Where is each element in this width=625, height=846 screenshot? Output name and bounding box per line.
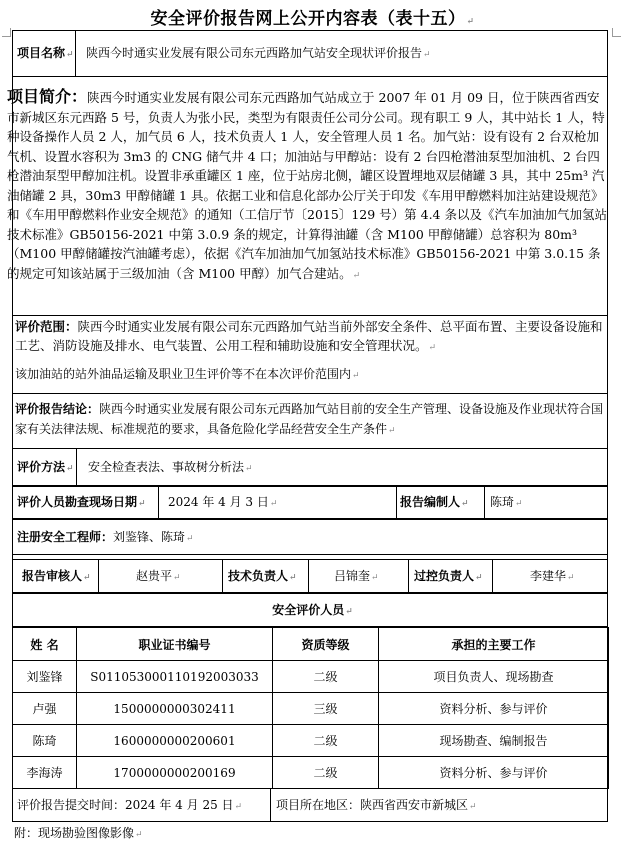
submit-time-value: 2024 年 4 月 25 日 xyxy=(125,798,234,812)
review-divider-4 xyxy=(408,559,409,593)
project-region-label: 项目所在地区： xyxy=(276,798,361,812)
review-row xyxy=(12,559,608,593)
survey-divider-1 xyxy=(158,486,159,519)
submit-time: 评价报告提交时间：2024 年 4 月 25 日↵ xyxy=(17,798,243,812)
conclusion-top-rule xyxy=(12,393,608,394)
evaluation-scope-text: 陕西今时通实业发展有限公司东元西路加气站当前外部安全条件、总平面布置、主要设备设施和工艺、消防设施及排水、电气装置、公用工程和辅助设施和安全管理状况。 xyxy=(15,319,603,353)
report-author-label: 报告编制人↵ xyxy=(400,495,469,509)
method-value: 安全检查表法、事故树分析法↵ xyxy=(88,460,253,474)
safety-engineer: 注册安全工程师：刘鉴锋、陈琦↵ xyxy=(17,530,194,544)
footer-note: 附：现场勘验图像影像↵ xyxy=(14,826,143,840)
staff-grade: 二级 xyxy=(272,724,379,757)
footer-note-label: 附： xyxy=(14,826,39,840)
process-lead-label: 过控负责人↵ xyxy=(414,569,483,583)
project-name-value: 陕西今时通实业发展有限公司东元西路加气站安全现状评价报告↵ xyxy=(86,46,431,60)
project-intro: 项目简介：陕西今时通实业发展有限公司东元西路加气站成立于 2007 年 01 月 09 日，位于陕西省西安市新城区东元西路 5 号，负责人为张小民，类型为有限责任公司分公司。现有职工 9 人，其中站长 1 人，特种设备操作人员 2 人，加气员 6 人，技术负责人 1 人，安全管理人员 1 名。加气站：设有设有 2 台双枪加气机、设置水容积为 3m3 的 CNG 储气井 4 口；加油站与甲醇站：设有 2 台四枪潜油泵型加油机、2 台四枪潜油泵型甲醇加注机。设置非承重罐区 1 座，位于站房北侧，罐区设置埋地双层储罐 3 具，其中 25m³ 汽油储罐 2 具，30m3 甲醇储罐 1 具。依据工业和信息化部办公厅关于印发《车用甲醇燃料加注站建设规范》和《车用甲醇燃料作业安全规范》的通知（工信厅节〔2015〕129 号）第 4.4 条以及《汽车加油加气加氢站技术标准》GB50156-2021 中第 3.0.9 条的规定，计算得油罐（含 M100 甲醇储罐）总容积为 80m³（M100 甲醇储罐按汽油罐考虑），依据《汽车加油加气加氢站技术标准》GB50156-2021 中第 3.0.15 条的规定可知该站属于三级加油（含 M100 甲醇）加气合建站。↵ xyxy=(7,87,607,281)
staff-cert: S011053000110192003033 xyxy=(76,660,273,693)
crop-mark-right xyxy=(612,28,621,37)
project-name-label: 项目名称↵ xyxy=(17,46,74,60)
project-region-value: 陕西省西安市新城区 xyxy=(360,798,469,812)
staff-work: 资料分析、参与评价 xyxy=(378,756,609,789)
survey-date-label: 评价人员勘查现场日期↵ xyxy=(17,495,146,509)
tech-lead-value: 吕锦奎↵ xyxy=(334,569,379,583)
submit-time-label: 评价报告提交时间： xyxy=(17,798,126,812)
survey-divider-2 xyxy=(396,486,397,519)
evaluation-scope: 评价范围：陕西今时通实业发展有限公司东元西路加气站当前外部安全条件、总平面布置、主要设备设施和工艺、消防设施及排水、电气装置、公用工程和辅助设施和安全管理状况。↵ xyxy=(15,319,603,353)
crop-mark-left xyxy=(2,28,11,37)
scope-note: 该加油站的站外油品运输及职业卫生评价等不在本次评价范围内↵ xyxy=(15,367,360,381)
staff-cert: 1600000000200601 xyxy=(76,724,273,757)
evaluation-scope-label: 评价范围： xyxy=(15,319,78,334)
tech-lead-label: 技术负责人↵ xyxy=(228,569,297,583)
staff-name: 卢强 xyxy=(12,692,77,725)
staff-header-staff-work: 承担的主要工作 xyxy=(378,627,609,661)
staff-name: 李海涛 xyxy=(12,756,77,789)
submit-divider xyxy=(270,788,271,822)
staff-header-staff-cert: 职业证书编号 xyxy=(76,627,273,661)
staff-header-staff-name: 姓 名 xyxy=(12,627,77,661)
staff-work: 资料分析、参与评价 xyxy=(378,692,609,725)
page-title: 安全评价报告网上公开内容表（表十五）↵ xyxy=(150,9,475,29)
staff-cert: 1500000000302411 xyxy=(76,692,273,725)
staff-grade: 二级 xyxy=(272,756,379,789)
report-conclusion: 评价报告结论：陕西今时通实业发展有限公司东元西路加气站目前的安全生产管理、设备设施及作业现状符合国家有关法律法规、标准规范的要求，具备危险化学品经营安全生产条件↵ xyxy=(15,402,604,436)
review-divider-1 xyxy=(98,559,99,593)
report-conclusion-text: 陕西今时通实业发展有限公司东元西路加气站目前的安全生产管理、设备设施及作业现状符合国家有关法律法规、标准规范的要求，具备危险化学品经营安全生产条件 xyxy=(15,402,604,436)
staff-name: 刘鉴锋 xyxy=(12,660,77,693)
project-region: 项目所在地区：陕西省西安市新城区↵ xyxy=(276,798,477,812)
staff-cert: 1700000000200169 xyxy=(76,756,273,789)
method-label: 评价方法↵ xyxy=(17,460,74,474)
review-divider-5 xyxy=(492,559,493,593)
staff-work: 现场勘查、编制报告 xyxy=(378,724,609,757)
survey-date-value: 2024 年 4 月 3 日↵ xyxy=(168,495,278,509)
staff-grade: 二级 xyxy=(272,660,379,693)
staff-header-staff-grade: 资质等级 xyxy=(272,627,379,661)
review-divider-2 xyxy=(222,559,223,593)
staff-grade: 三级 xyxy=(272,692,379,725)
process-lead-value: 李建华↵ xyxy=(530,569,575,583)
safety-engineer-value: 刘鉴锋、陈琦 xyxy=(113,530,186,544)
report-author-value: 陈琦↵ xyxy=(490,495,523,509)
footer-note-text: 现场勘验图像影像 xyxy=(38,826,135,840)
safety-engineer-label: 注册安全工程师： xyxy=(17,530,114,544)
scope-top-rule xyxy=(12,315,608,316)
project-intro-text: 陕西今时通实业发展有限公司东元西路加气站成立于 2007 年 01 月 09 日，位于陕西省西安市新城区东元西路 5 号，负责人为张小民，类型为有限责任公司分公司。现有职工 9 人，其中站长 1 人，特种设备操作人员 2 人，加气员 6 人，技术负责人 1 人，安全管理人员 1 名。加气站：设有设有 2 台双枪加气机、设置水容积为 3m3 的 CNG 储气井 4 口；加油站与甲醇站：设有 2 台四枪潜油泵型加油机、2 台四枪潜油泵型甲醇加注机。设置非承重罐区 1 座，位于站房北侧，罐区设置埋地双层储罐 3 具，其中 25m³ 汽油储罐 2 具，30m3 甲醇储罐 1 具。依据工业和信息化部办公厅关于印发《车用甲醇燃料加注站建设规范》和《车用甲醇燃料作业安全规范》的通知（工信厅节〔2015〕129 号）第 4.4 条以及《汽车加油加气加氢站技术标准》GB50156-2021 中第 3.0.9 条的规定，计算得油罐（含 M100 甲醇储罐）总容积为 80m³（M100 甲醇储罐按汽油罐考虑），依据《汽车加油加气加氢站技术标准》GB50156-2021 中第 3.0.15 条的规定可知该站属于三级加油（含 M100 甲醇）加气合建站。 xyxy=(7,90,607,281)
project-intro-label: 项目简介： xyxy=(7,87,88,106)
staff-name: 陈琦 xyxy=(12,724,77,757)
staff-title: 安全评价人员↵ xyxy=(272,603,353,617)
reviewer-label: 报告审核人↵ xyxy=(22,569,91,583)
staff-work: 项目负责人、现场勘查 xyxy=(378,660,609,693)
review-divider-3 xyxy=(308,559,309,593)
method-divider xyxy=(76,448,77,486)
reviewer-value: 赵贵平↵ xyxy=(136,569,181,583)
survey-divider-3 xyxy=(484,486,485,519)
report-conclusion-label: 评价报告结论： xyxy=(15,402,100,416)
